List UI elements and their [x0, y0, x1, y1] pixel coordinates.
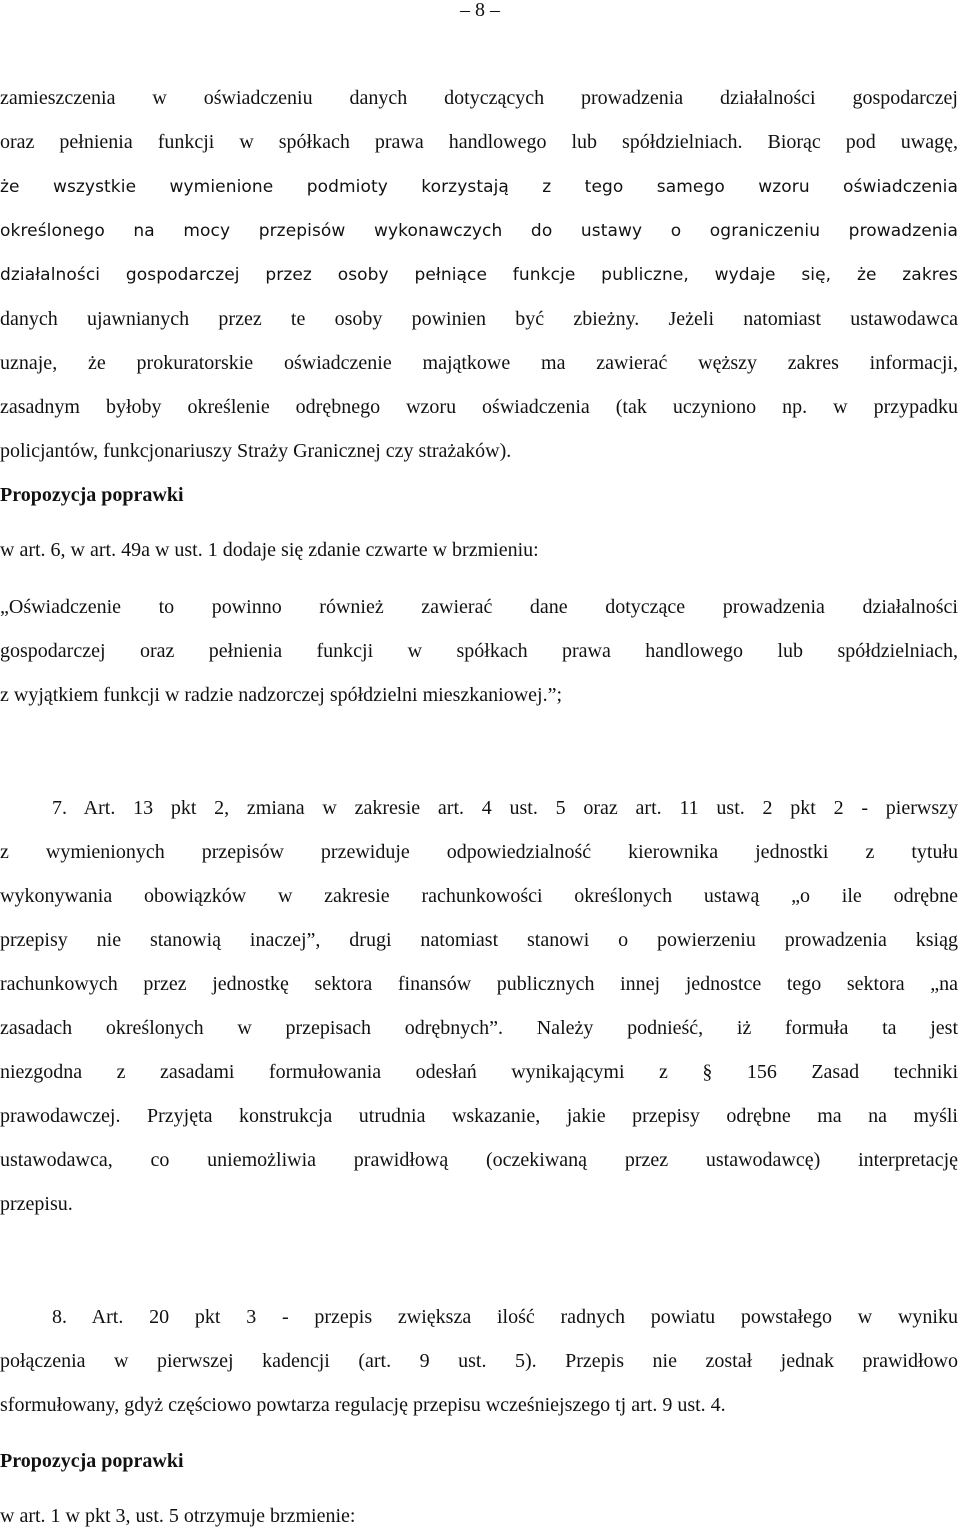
paragraph-7-line-3: wykonywania obowiązków w zakresie rachunkowości określonych ustawą „o ile odrębne — [0, 885, 958, 907]
amendment-heading-2: Propozycja poprawki — [0, 1450, 184, 1472]
paragraph-1-line-9: policjantów, funkcjonariuszy Straży Granicznej czy strażaków). — [0, 440, 512, 462]
paragraph-1-line-6: danych ujawnianych przez te osoby powinien być zbieżny. Jeżeli natomiast ustawodawca — [0, 308, 958, 330]
paragraph-7-line-8: prawodawczej. Przyjęta konstrukcja utrudnia wskazanie, jakie przepisy odrębne ma na myśli — [0, 1105, 958, 1127]
paragraph-7-line-10: przepisu. — [0, 1193, 73, 1215]
amendment-1-text-line-3: z wyjątkiem funkcji w radzie nadzorczej spółdzielni mieszkaniowej.”; — [0, 684, 563, 706]
paragraph-1-line-4: określonego na mocy przepisów wykonawczych do ustawy o ograniczeniu prowadzenia — [0, 221, 958, 241]
amendment-1-text-line-2: gospodarczej oraz pełnienia funkcji w spółkach prawa handlowego lub spółdzielniach, — [0, 640, 958, 662]
paragraph-7-line-4: przepisy nie stanowią inaczej”, drugi natomiast stanowi o powierzeniu prowadzenia ksiąg — [0, 929, 958, 951]
paragraph-7-line-2: z wymienionych przepisów przewiduje odpowiedzialność kierownika jednostki z tytułu — [0, 841, 958, 863]
paragraph-1-line-1: zamieszczenia w oświadczeniu danych dotyczących prowadzenia działalności gospodarczej — [0, 87, 958, 109]
paragraph-1-line-5: działalności gospodarczej przez osoby pełniące funkcje publiczne, wydaje się, że zakres — [0, 265, 958, 285]
amendment-1-text-line-1: „Oświadczenie to powinno również zawierać dane dotyczące prowadzenia działalności — [0, 596, 958, 618]
paragraph-8-line-1: 8. Art. 20 pkt 3 - przepis zwiększa ilość radnych powiatu powstałego w wyniku — [52, 1306, 958, 1328]
amendment-heading-1: Propozycja poprawki — [0, 484, 184, 506]
amendment-1-intro: w art. 6, w art. 49a w ust. 1 dodaje się zdanie czwarte w brzmieniu: — [0, 539, 539, 561]
paragraph-7-line-6: zasadach określonych w przepisach odrębnych”. Należy podnieść, iż formuła ta jest — [0, 1017, 958, 1039]
paragraph-1-line-2: oraz pełnienia funkcji w spółkach prawa handlowego lub spółdzielniach. Biorąc pod uwagę, — [0, 131, 958, 153]
paragraph-1-line-7: uznaje, że prokuratorskie oświadczenie majątkowe ma zawierać węższy zakres informacji, — [0, 352, 958, 374]
paragraph-8-line-3: sformułowany, gdyż częściowo powtarza regulację przepisu wcześniejszego tj art. 9 ust. 4. — [0, 1394, 726, 1416]
paragraph-1-line-8: zasadnym byłoby określenie odrębnego wzoru oświadczenia (tak uczyniono np. w przypadku — [0, 396, 958, 418]
amendment-2-intro: w art. 1 w pkt 3, ust. 5 otrzymuje brzmienie: — [0, 1505, 356, 1527]
paragraph-7-line-9: ustawodawca, co uniemożliwia prawidłową (oczekiwaną przez ustawodawcę) interpretację — [0, 1149, 958, 1171]
paragraph-1-line-3: że wszystkie wymienione podmioty korzystają z tego samego wzoru oświadczenia — [0, 177, 958, 197]
paragraph-7-line-5: rachunkowych przez jednostkę sektora finansów publicznych innej jednostce tego sektora „na — [0, 973, 958, 995]
paragraph-7-line-7: niezgodna z zasadami formułowania odesłań wynikającymi z § 156 Zasad techniki — [0, 1061, 958, 1083]
paragraph-7-line-1: 7. Art. 13 pkt 2, zmiana w zakresie art. 4 ust. 5 oraz art. 11 ust. 2 pkt 2 - pierwszy — [52, 797, 958, 819]
page-number: – 8 – — [460, 0, 500, 21]
paragraph-8-line-2: połączenia w pierwszej kadencji (art. 9 ust. 5). Przepis nie został jednak prawidłowo — [0, 1350, 958, 1372]
